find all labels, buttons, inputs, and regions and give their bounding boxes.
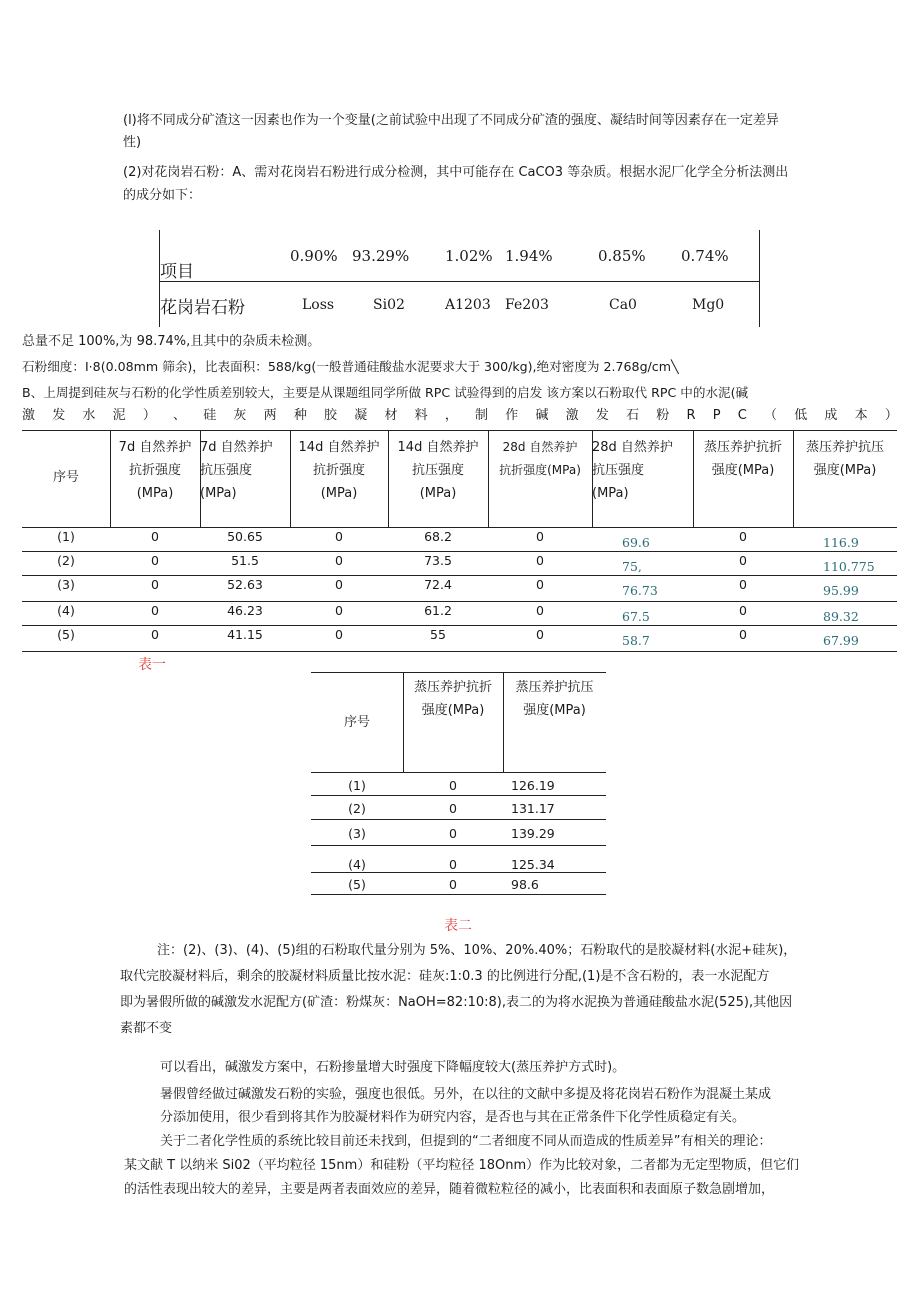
table-2-cell: 131.17 (511, 801, 555, 816)
header-line: 序号 (52, 470, 79, 485)
note-line-4: 素都不变 (120, 1021, 173, 1036)
header-line: 7d 自然养护 (200, 440, 273, 455)
table-2-cell: (4) (348, 857, 366, 872)
table-2-cell: 0 (449, 778, 457, 793)
header-line: 28d 自然养护 (592, 440, 673, 455)
table-1-cell: 0 (335, 577, 343, 592)
spaced-char: 灰 (233, 408, 247, 423)
table-1-cell: (1) (57, 529, 75, 544)
note-line-2: 取代完胶凝材料后，剩余的胶凝材料质量比按水泥：硅灰:1:0.3 的比例进行分配,(1)是不含石粉的，表一水泥配方 (120, 969, 770, 984)
table-2-cell: 98.6 (511, 877, 539, 892)
spaced-char: 发 (595, 408, 609, 423)
table-1-cell: 76.73 (622, 583, 658, 598)
header-line: 28d 自然养护 (502, 440, 578, 454)
table-1-cell: 0 (739, 529, 747, 544)
spaced-char: 粉 (656, 408, 670, 423)
spaced-char: 胶 (324, 408, 338, 423)
table-1-cell: 116.9 (823, 535, 859, 550)
table-1-cell: 0 (739, 603, 747, 618)
table-2-cell: 0 (449, 801, 457, 816)
composition-component: Ca0 (609, 297, 637, 313)
table-1-header (200, 436, 290, 505)
table-2-cell: (3) (348, 826, 366, 841)
table-2-cell: (2) (348, 801, 366, 816)
table-1-header (488, 436, 592, 482)
fineness-line: 石粉细度：I·8(0.08mm 筛余)，比表面积：588∕kg(一般普通硅酸盐水泥要求大于 300∕kg),绝对密度为 2.768g∕cm╲ (22, 359, 679, 374)
spaced-char: ） (884, 408, 898, 423)
conclusion-line-2: 暑假曾经做过碱激发石粉的实验，强度也很低。另外，在以往的文献中多提及将花岗岩石粉作为混凝土某成 (160, 1087, 772, 1102)
table-1-header (793, 436, 897, 482)
table-1-cell: 0 (536, 627, 544, 642)
spaced-char: 泥 (112, 408, 126, 423)
header-line: 抗压强度 (592, 463, 645, 478)
table-1-cell: 0 (739, 577, 747, 592)
table-1-cell: 0 (335, 627, 343, 642)
table-1-cell: 0 (151, 529, 159, 544)
total-note: 总量不足 100%,为 98.74%,且其中的杂质未检测。 (22, 334, 321, 349)
header-line: 抗折强度(MPa) (499, 463, 581, 477)
header-line: 抗压强度 (411, 463, 464, 478)
table-1-cell: 0 (151, 577, 159, 592)
table-1-cell: 95.99 (823, 583, 859, 598)
header-line: (MPa) (136, 486, 174, 501)
table-1-cell: 0 (335, 529, 343, 544)
header-line: 蒸压养护抗压 (805, 440, 884, 455)
table-1-cell: 0 (536, 553, 544, 568)
composition-value: 0.74% (681, 247, 729, 265)
table-2-cell: 139.29 (511, 826, 555, 841)
table-1-cell: 0 (536, 529, 544, 544)
table-2-cell: 126.19 (511, 778, 555, 793)
header-line: 强度(MPa) (813, 463, 877, 478)
spaced-char: C (737, 408, 747, 423)
composition-component: Si02 (373, 297, 405, 313)
table-1-cell: (5) (57, 627, 75, 642)
spaced-char: 料 (414, 408, 428, 423)
conclusion-line-4: 关于二者化学性质的系统比较目前还未找到，但提到的“二者细度不同从而造成的性质差异”有相关的理论： (160, 1134, 772, 1149)
spaced-char: 材 (384, 408, 398, 423)
spaced-char: 凝 (354, 408, 368, 423)
spaced-char: 碱 (535, 408, 549, 423)
header-line: 抗折强度 (128, 463, 181, 478)
header-line: (MPa) (419, 486, 457, 501)
header-line: 蒸压养护抗折 (413, 680, 492, 695)
spaced-char: 种 (293, 408, 307, 423)
table-2-cell: 0 (449, 857, 457, 872)
table-1-cell: 75, (622, 559, 642, 574)
composition-row-label-item: 项目 (160, 262, 194, 282)
table-1-cell: 0 (739, 553, 747, 568)
table-2-cell: (1) (348, 778, 366, 793)
table-1-cell: 0 (536, 577, 544, 592)
table-1-cell: 0 (151, 627, 159, 642)
spaced-char: 激 (22, 408, 36, 423)
table-1-cell: 55 (430, 627, 446, 642)
spaced-char: 、 (173, 408, 187, 423)
note-line-1: 注：(2)、(3)、(4)、(5)组的石粉取代量分别为 5%、10%、20%.40%；石粉取代的是胶凝材料(水泥+硅灰)， (157, 943, 797, 958)
table-1-cell: 0 (739, 627, 747, 642)
composition-component: Mg0 (692, 297, 725, 313)
composition-value: 0.85% (598, 247, 646, 265)
table-1-cell: 0 (335, 553, 343, 568)
header-line: 抗压强度 (200, 463, 253, 478)
table-2-cell: 0 (449, 826, 457, 841)
table-1-cell: 52.63 (227, 577, 263, 592)
table-2-cell: 125.34 (511, 857, 555, 872)
table-1-cell: 69.6 (622, 535, 650, 550)
spaced-char: 低 (794, 408, 808, 423)
note-line-3: 即为暑假所做的碱激发水泥配方(矿渣：粉煤灰：NaOH=82:10:8),表二的为将水泥换为普通硅酸盐水泥(525),其他因 (120, 995, 793, 1010)
table-1-cell: 68.2 (424, 529, 452, 544)
header-line: 强度(MPa) (523, 703, 586, 718)
table-2-cell: (5) (348, 877, 366, 892)
table-2-rule (311, 672, 606, 673)
table-1-cell: 0 (151, 603, 159, 618)
table-2-header (503, 676, 606, 722)
paragraph-b-line-1: B、上周提到硅灰与石粉的化学性质差别较大，主要是从课题组同学所做 RPC 试验得到的启发 该方案以石粉取代 RPC 中的水泥(碱 (22, 385, 749, 400)
paragraph-b-line-2 (22, 405, 898, 427)
composition-value: 0.90% (290, 247, 338, 265)
table-1-cell: 46.23 (227, 603, 263, 618)
conclusion-line-3: 分添加使用，很少看到将其作为胶凝材料作为研究内容，是否也与其在正常条件下化学性质稳定有关。 (160, 1110, 746, 1125)
table-1-cell: 67.99 (823, 633, 859, 648)
table-2-cell: 0 (449, 877, 457, 892)
table-2-header (311, 711, 403, 734)
composition-value: 93.29% (352, 247, 410, 265)
composition-component: A1203 (445, 297, 491, 313)
header-line: 抗折强度 (312, 463, 365, 478)
table-1-cell: 0 (151, 553, 159, 568)
spaced-char: ） (142, 408, 156, 423)
table-1-cell: 58.7 (622, 633, 650, 648)
composition-row-label-granite: 花岗岩石粉 (160, 298, 245, 318)
spaced-char: 本 (854, 408, 868, 423)
header-line: 7d 自然养护 (118, 440, 192, 455)
composition-value: 1.94% (505, 247, 553, 265)
conclusion-line-1: 可以看出，碱激发方案中，石粉掺量增大时强度下降幅度较大(蒸压养护方式时)。 (160, 1060, 626, 1075)
spaced-char: （ (764, 408, 778, 423)
composition-component: Fe203 (505, 297, 549, 313)
spaced-char: 成 (824, 408, 838, 423)
table-1-cell: 0 (335, 603, 343, 618)
table-2-header (403, 676, 503, 722)
header-line: 序号 (343, 715, 370, 730)
table-1-header (388, 436, 488, 505)
spaced-char: ， (444, 408, 458, 423)
header-line: 14d 自然养护 (298, 440, 380, 455)
header-line: (MPa) (320, 486, 358, 501)
table-1-header (290, 436, 388, 505)
table-1-cell: 67.5 (622, 609, 650, 624)
spaced-char: 制 (475, 408, 489, 423)
table-1-cell: 61.2 (424, 603, 452, 618)
header-line: 蒸压养护抗折 (703, 440, 782, 455)
table-1-cell: (3) (57, 577, 75, 592)
table-1-cell: 41.15 (227, 627, 263, 642)
spaced-char: 硅 (203, 408, 217, 423)
table-1-header (592, 436, 693, 505)
table-1-cell: (4) (57, 603, 75, 618)
table-2-rule (311, 772, 606, 773)
header-line: 蒸压养护抗压 (515, 680, 594, 695)
table-1-cell: 51.5 (231, 553, 259, 568)
table-1-cell: (2) (57, 553, 75, 568)
composition-value: 1.02% (445, 247, 493, 265)
table-1-header (22, 466, 110, 489)
table-1-cell: 50.65 (227, 529, 263, 544)
header-line: 强度(MPa) (421, 703, 485, 718)
paragraph-1-line-2: 性) (123, 135, 142, 150)
spaced-char: R (686, 408, 696, 423)
table-1-cell: 0 (536, 603, 544, 618)
spaced-char: 发 (52, 408, 66, 423)
table-1-caption: 表一 (138, 657, 166, 673)
table-1-header (693, 436, 793, 482)
table-1-rule (22, 430, 897, 431)
table-1-cell: 89.32 (823, 609, 859, 624)
table-1-cell: 72.4 (424, 577, 452, 592)
paragraph-2-line-2: 的成分如下： (123, 188, 202, 203)
table-1-cell: 73.5 (424, 553, 452, 568)
table-2-caption: 表二 (444, 918, 472, 934)
header-line: (MPa) (200, 486, 237, 501)
spaced-char: 两 (263, 408, 277, 423)
table-1-cell: 110.775 (823, 559, 875, 574)
conclusion-line-5: 某文献 T 以纳米 Si02（平均粒径 15nm）和硅粉（平均粒径 18Onm）作为比较对象，二者都为无定型物质，但它们 (124, 1158, 800, 1173)
spaced-char: 石 (626, 408, 640, 423)
spaced-char: 水 (82, 408, 96, 423)
conclusion-line-6: 的活性表现出较大的差异，主要是两者表面效应的差异，随着微粒粒径的减小，比表面积和表面原子数急剧增加， (124, 1182, 775, 1197)
paragraph-1-line-1: (l)将不同成分矿渣这一因素也作为一个变量(之前试验中出现了不同成分矿渣的强度、凝结时间等因素存在一定差异 (123, 113, 779, 128)
paragraph-2-line-1: (2)对花岗岩石粉：A、需对花岗岩石粉进行成分检测，其中可能存在 CaCO3 等杂质。根据水泥厂化学全分析法测出 (123, 165, 789, 180)
composition-component: Loss (302, 297, 335, 313)
header-line: 14d 自然养护 (397, 440, 479, 455)
header-line: (MPa) (592, 486, 629, 501)
table-1-rule (22, 651, 897, 652)
header-line: 强度(MPa) (711, 463, 775, 478)
table-2-rule (311, 845, 606, 846)
spaced-char: 激 (565, 408, 579, 423)
table-1-header (110, 436, 200, 505)
spaced-char: P (712, 408, 721, 423)
spaced-char: 作 (505, 408, 519, 423)
